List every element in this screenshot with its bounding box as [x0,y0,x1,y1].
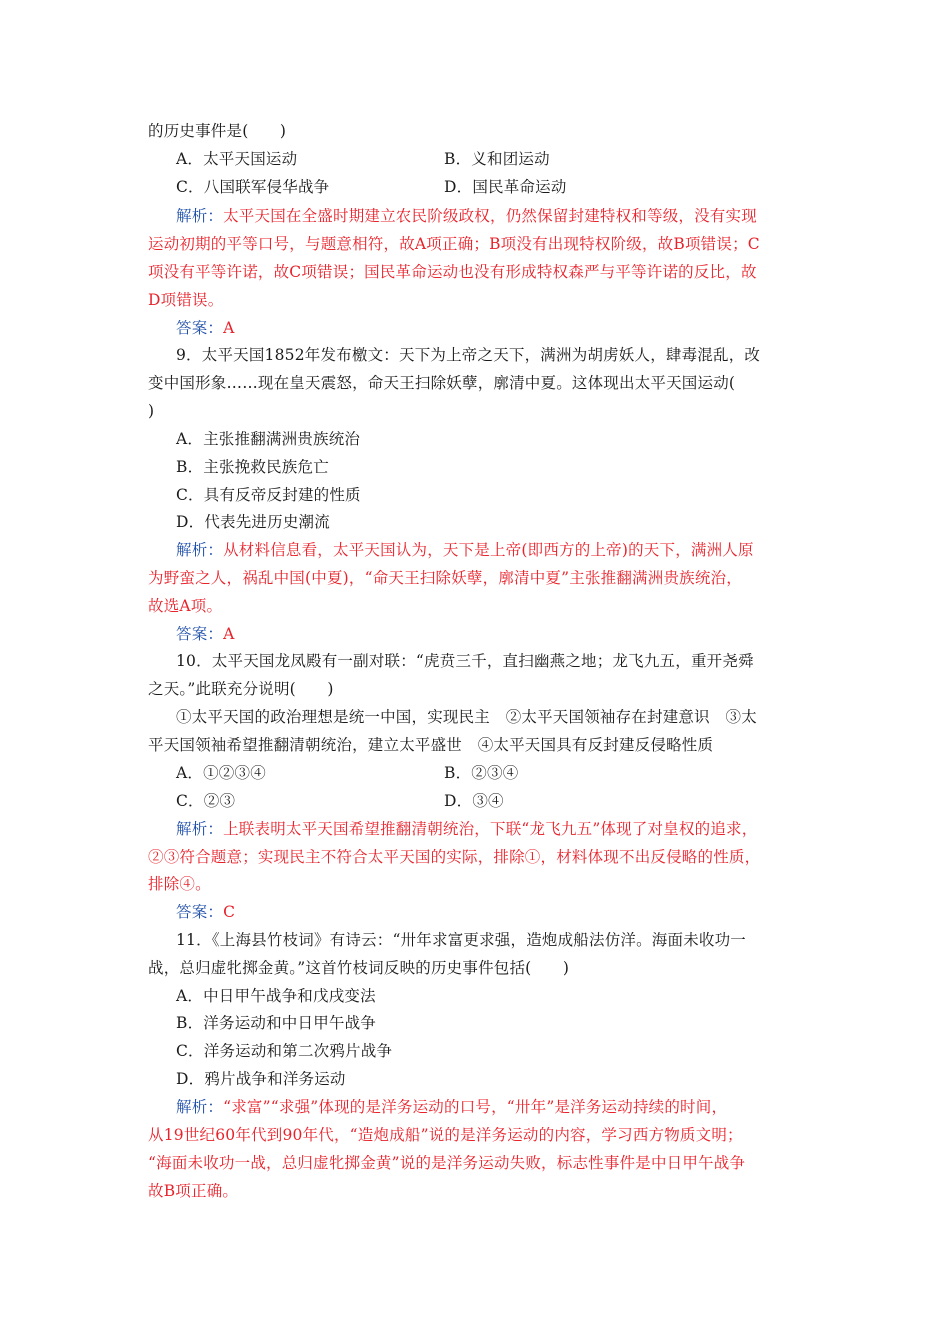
q11-explanation-line-2: 从19世纪60年代到90年代，“造炮成船”说的是洋务运动的内容，学习西方物质文明； [148,1126,743,1144]
q8-explanation-label: 解析： [176,207,224,225]
q9-stem-line-2: 变中国形象……现在皇天震怒，命天王扫除妖孽，廓清中夏。这体现出太平天国运动( [148,374,736,392]
q11-option-b: B．洋务运动和中日甲午战争 [176,1014,376,1032]
q8-stem-tail: 的历史事件是( ) [148,122,287,140]
q8-explanation-line-4: D项错误。 [148,291,224,309]
q8-answer-value: A [223,319,235,337]
q10-option-d: D．③④ [444,792,504,810]
q9-answer-label: 答案： [176,625,224,643]
q8-answer [176,317,235,339]
q11-option-c: C．洋务运动和第二次鸦片战争 [176,1042,393,1060]
q9-answer [176,623,235,645]
q11-explanation-line-3: “海面未收功一战，总归虚牝掷金黄”说的是洋务运动失败，标志性事件是中日甲午战争 [148,1154,746,1172]
q10-answer [176,901,235,923]
q9-stem-line-1: 9．太平天国1852年发布檄文：天下为上帝之天下，满洲为胡虏妖人，肆毒混乱，改 [176,346,761,364]
q9-option-d: D．代表先进历史潮流 [176,513,330,531]
q10-explanation-line-3: 排除④。 [148,875,211,893]
q11-explanation-text: “求富”“求强”体现的是洋务运动的口号，“卅年”是洋务运动持续的时间， [223,1098,728,1116]
q8-explanation-line-3: 项没有平等许诺，故C项错误；国民革命运动也没有形成特权森严与平等许诺的反比，故 [148,263,757,281]
q8-answer-label: 答案： [176,319,224,337]
q8-option-c: C．八国联军侵华战争 [176,178,330,196]
q8-option-b: B．义和团运动 [444,150,550,168]
q8-option-a: A．太平天国运动 [176,150,298,168]
q11-explanation-label: 解析： [176,1098,224,1116]
q9-explanation-line-1 [176,539,754,561]
q8-explanation-text: 太平天国在全盛时期建立农民阶级政权，仍然保留封建特权和等级，没有实现 [223,207,757,225]
q11-option-d: D．鸦片战争和洋务运动 [176,1070,346,1088]
q9-option-b: B．主张挽救民族危亡 [176,458,329,476]
q11-explanation-line-4: 故B项正确。 [148,1182,239,1200]
q9-explanation-label: 解析： [176,541,224,559]
q10-items-line-2: 平天国领袖希望推翻清朝统治，建立太平盛世 ④太平天国具有反封建反侵略性质 [148,736,714,754]
q10-answer-label: 答案： [176,903,224,921]
q10-items-line-1: ①太平天国的政治理想是统一中国，实现民主 ②太平天国领袖存在封建意识 ③太 [176,708,757,726]
q9-option-c: C．具有反帝反封建的性质 [176,486,361,504]
q10-explanation-line-1 [176,818,757,840]
q9-stem-line-3: ) [148,402,155,420]
q11-stem-line-2: 战，总归虚牝掷金黄。”这首竹枝词反映的历史事件包括( ) [148,959,570,977]
q8-explanation-line-1 [176,205,757,227]
q11-option-a: A．中日甲午战争和戊戌变法 [176,987,376,1005]
q10-option-a: A．①②③④ [176,764,266,782]
q11-stem-line-1: 11．《上海县竹枝词》有诗云：“卅年求富更求强，造炮成船法仿洋。海面未收功一 [176,931,746,949]
q9-answer-value: A [223,625,235,643]
q10-explanation-label: 解析： [176,820,224,838]
q9-explanation-line-2: 为野蛮之人，祸乱中国(中夏)，“命天王扫除妖孽，廓清中夏”主张推翻满洲贵族统治， [148,569,742,587]
q10-explanation-line-2: ②③符合题意；实现民主不符合太平天国的实际，排除①，材料体现不出反侵略的性质， [148,848,761,866]
q9-explanation-line-3: 故选A项。 [148,597,223,615]
q9-explanation-text: 从材料信息看，太平天国认为，天下是上帝(即西方的上帝)的天下，满洲人原 [223,541,754,559]
q10-option-b: B．②③④ [444,764,519,782]
q10-stem-line-1: 10．太平天国龙凤殿有一副对联：“虎贲三千，直扫幽燕之地；龙飞九五，重开尧舜 [176,652,754,670]
q10-explanation-text: 上联表明太平天国希望推翻清朝统治，下联“龙飞九五”体现了对皇权的追求， [223,820,758,838]
q10-answer-value: C [223,903,236,921]
q11-explanation-line-1 [176,1096,727,1118]
q8-option-d: D．国民革命运动 [444,178,567,196]
q10-stem-line-2: 之天。”此联充分说明( ) [148,680,334,698]
q8-explanation-line-2: 运动初期的平等口号，与题意相符，故A项正确；B项没有出现特权阶级，故B项错误；C [148,235,760,253]
q10-option-c: C．②③ [176,792,236,810]
q9-option-a: A．主张推翻满洲贵族统治 [176,430,361,448]
